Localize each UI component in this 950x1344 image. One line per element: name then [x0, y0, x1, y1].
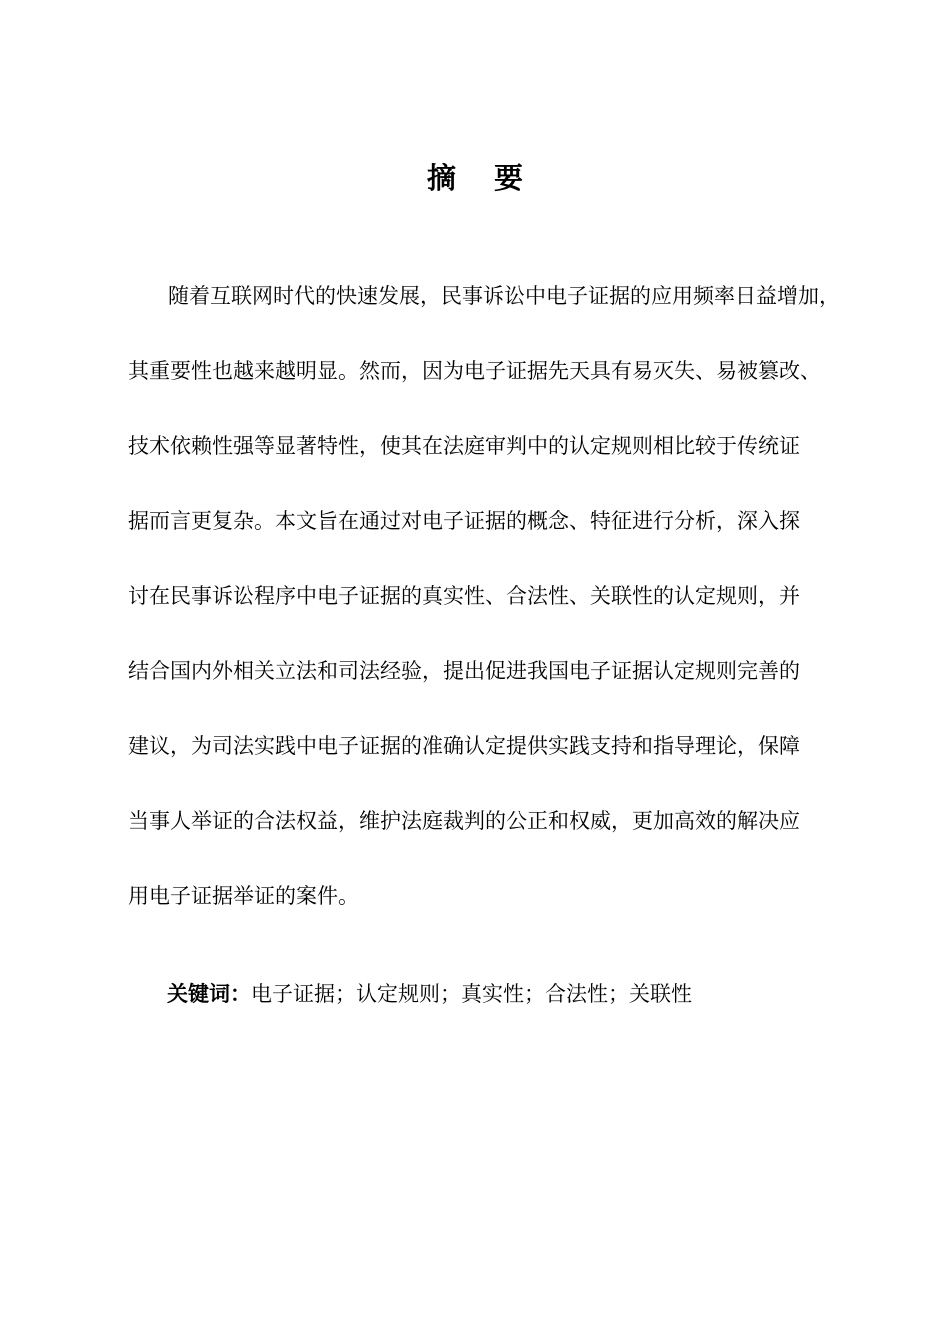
abstract-title: 摘要	[426, 161, 561, 195]
abstract-body	[128, 275, 888, 950]
keywords-text: 电子证据；认定规则；真实性；合法性；关联性	[251, 982, 692, 1006]
abstract-line: 据而言更复杂。本文旨在通过对电子证据的概念、特征进行分析，深入探	[128, 509, 800, 533]
abstract-line: 结合国内外相关立法和司法经验，提出促进我国电子证据认定规则完善的	[128, 659, 800, 683]
abstract-line: 当事人举证的合法权益，维护法庭裁判的公正和权威，更加高效的解决应	[128, 809, 800, 833]
keywords-line	[167, 976, 692, 1012]
abstract-line: 随着互联网时代的快速发展，民事诉讼中电子证据的应用频率日益增加，	[168, 284, 840, 308]
abstract-line: 用电子证据举证的案件。	[128, 884, 359, 908]
abstract-line: 技术依赖性强等显著特性，使其在法庭审判中的认定规则相比较于传统证	[128, 434, 800, 458]
abstract-line: 讨在民事诉讼程序中电子证据的真实性、合法性、关联性的认定规则，并	[128, 584, 800, 608]
abstract-line: 其重要性也越来越明显。然而，因为电子证据先天具有易灭失、易被篡改、	[128, 359, 821, 383]
abstract-line: 建议，为司法实践中电子证据的准确认定提供实践支持和指导理论，保障	[128, 734, 800, 758]
keywords-label: 关键词：	[167, 982, 251, 1006]
